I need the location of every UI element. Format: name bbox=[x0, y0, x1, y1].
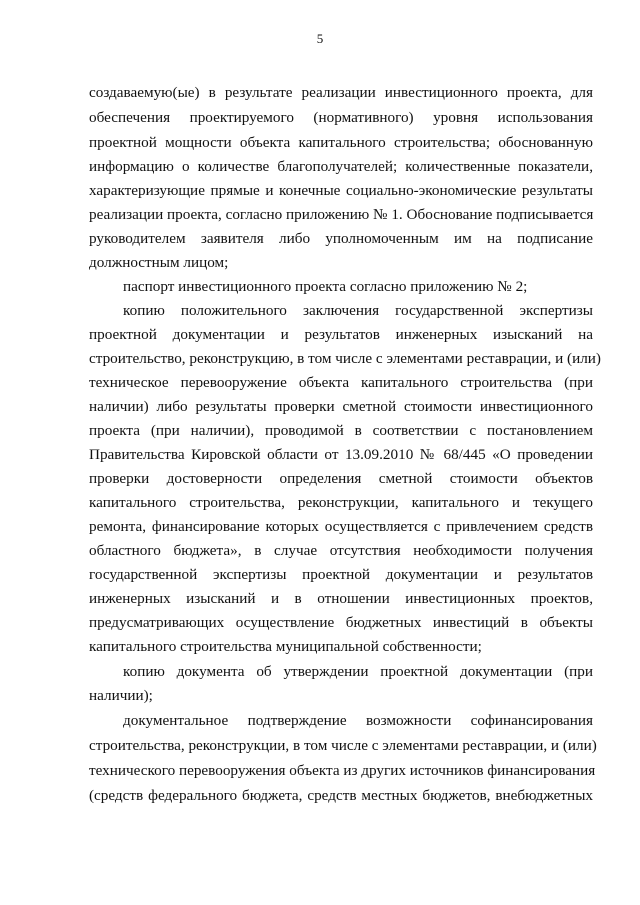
text-line: капитального строительства, реконструкции, капитального и текущего bbox=[89, 494, 593, 511]
text-line: строительство, реконструкцию, в том числе с элементами реставрации, и (или) bbox=[89, 350, 601, 367]
text-line: паспорт инвестиционного проекта согласно приложению № 2; bbox=[123, 278, 528, 295]
text-line: инженерных изысканий и в отношении инвестиционных проектов, bbox=[89, 590, 593, 607]
page-number: 5 bbox=[316, 31, 324, 46]
text-line: наличии); bbox=[89, 687, 153, 704]
text-line: документальное подтверждение возможности софинансирования bbox=[123, 712, 593, 729]
text-line: государственной экспертизы проектной документации и результатов bbox=[89, 566, 593, 583]
text-line: реализации проекта, согласно приложению № 1. Обоснование подписывается bbox=[89, 206, 594, 223]
text-line: характеризующие прямые и конечные социально-экономические результаты bbox=[89, 182, 593, 199]
text-line: технического перевооружения объекта из других источников финансирования bbox=[89, 762, 596, 779]
text-line: копию положительного заключения государственной экспертизы bbox=[123, 302, 593, 319]
text-line: Правительства Кировской области от 13.09.2010 № 68/445 «О проведении bbox=[89, 446, 593, 463]
text-line: должностным лицом; bbox=[89, 254, 229, 271]
text-line: ремонта, финансирование которых осуществляется с привлечением средств bbox=[89, 518, 593, 535]
text-line: копию документа об утверждении проектной документации (при bbox=[123, 663, 593, 680]
text-line: предусматривающих осуществление бюджетных инвестиций в объекты bbox=[89, 614, 593, 631]
text-line: областного бюджета», в случае отсутствия необходимости получения bbox=[89, 542, 593, 559]
text-line: проектной документации и результатов инженерных изысканий на bbox=[89, 326, 593, 343]
text-line: проверки достоверности определения сметной стоимости объектов bbox=[89, 470, 593, 487]
text-line: проекта (при наличии), проводимой в соответствии с постановлением bbox=[89, 422, 593, 439]
text-line: руководителем заявителя либо уполномоченным им на подписание bbox=[89, 230, 593, 247]
text-line: капитального строительства муниципальной собственности; bbox=[89, 638, 482, 655]
text-line: техническое перевооружение объекта капитального строительства (при bbox=[89, 374, 593, 391]
text-line: обеспечения проектируемого (нормативного) уровня использования bbox=[89, 109, 593, 126]
text-line: создаваемую(ые) в результате реализации инвестиционного проекта, для bbox=[89, 84, 593, 101]
text-line: информацию о количестве благополучателей; количественные показатели, bbox=[89, 158, 593, 175]
text-line: строительства, реконструкции, в том числе с элементами реставрации, и (или) bbox=[89, 737, 597, 754]
text-line: наличии) либо результаты проверки сметной стоимости инвестиционного bbox=[89, 398, 593, 415]
text-line: проектной мощности объекта капитального строительства; обоснованную bbox=[89, 134, 593, 151]
text-line: (средств федерального бюджета, средств местных бюджетов, внебюджетных bbox=[89, 787, 593, 804]
